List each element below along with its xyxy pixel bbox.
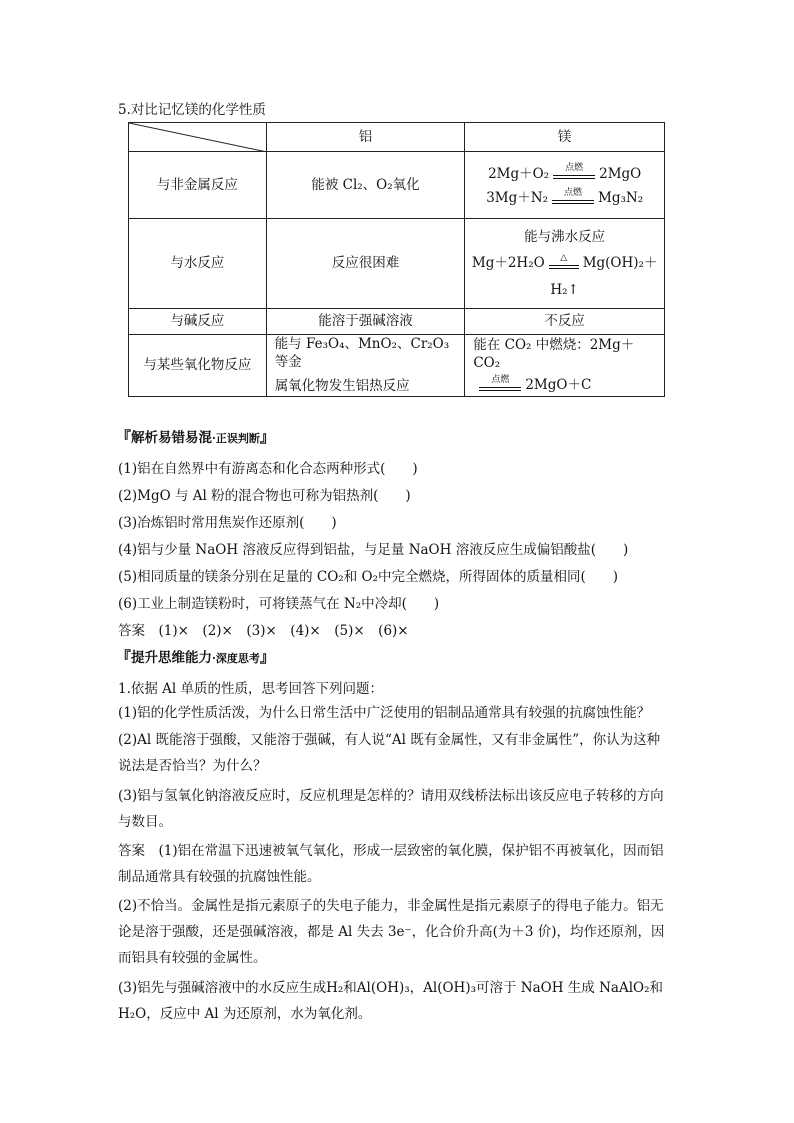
section-title-text: 解析易错易混 (131, 430, 213, 446)
answer-line: 答案 (1)× (2)× (3)× (4)× (5)× (6)× (118, 623, 409, 639)
judgment-item: (6)工业上制造镁粉时，可将镁蒸气在 N₂中冷却( ) (118, 596, 440, 612)
section-heading: 5.对比记忆镁的化学性质 (118, 102, 266, 118)
bracket-open: 『 (116, 428, 132, 446)
mg-base-cell: 不反应 (465, 309, 665, 335)
comparison-table (128, 122, 665, 397)
answer-3: (3)铝先与强碱溶液中的水反应生成H₂和Al(OH)₃，Al(OH)₃可溶于 NaOH 生成 NaAlO₂和 H₂O，反应中 Al 为还原剂，水为氧化剂。 (118, 980, 663, 1022)
question-3: (3)铝与氢氧化钠溶液反应时，反应机理是怎样的？请用双线桥法标出该反应电子转移的方向与数目。 (118, 788, 664, 830)
reaction-arrow: △ (549, 256, 579, 272)
section-subtitle: ·正误判断 (212, 432, 260, 445)
question-2: (2)Al 既能溶于强酸，又能溶于强碱，有人说“Al 既有金属性，又有非金属性”，你认为这种说法是否恰当？为什么？ (118, 732, 661, 774)
mg-water-line1: 能与沸水反应 (524, 229, 606, 246)
mg-nonmetal-cell (465, 152, 665, 219)
question-1: (1)铝的化学性质活泼，为什么日常生活中广泛使用的铝制品通常具有较强的抗腐蚀性能？ (118, 705, 651, 721)
judgment-item: (2)MgO 与 Al 粉的混合物也可称为铝热剂( ) (118, 488, 411, 504)
row-label-nonmetal: 与非金属反应 (129, 152, 267, 219)
equation-left: 2Mg＋O₂ (488, 165, 550, 182)
header-magnesium: 镁 (465, 123, 665, 152)
section-title-text: 提升思维能力 (131, 650, 213, 666)
mg-water-cell (465, 219, 665, 309)
diagonal-line (129, 123, 266, 152)
question-intro: 1.依据 Al 单质的性质，思考回答下列问题： (118, 681, 384, 697)
bracket-close: 』 (259, 428, 275, 446)
section-title-errors (116, 426, 275, 447)
bracket-close: 』 (259, 648, 275, 666)
row-label-oxide: 与某些氧化物反应 (129, 335, 267, 397)
judgment-item: (3)冶炼铝时常用焦炭作还原剂( ) (118, 515, 337, 531)
reaction-arrow: 点燃 (552, 191, 594, 207)
section-subtitle: ·深度思考 (212, 652, 260, 665)
equation-left: Mg＋2H₂O (471, 255, 545, 272)
reaction-arrow: 点燃 (553, 166, 595, 182)
equation-right: Mg₃N₂ (598, 190, 644, 206)
row-label-water: 与水反应 (129, 219, 267, 309)
al-oxide-line1: 能与 Fe₃O₄、MnO₂、Cr₂O₃ 等金 (274, 336, 450, 371)
row-label-base: 与碱反应 (129, 309, 267, 335)
reaction-arrow: 点燃 (479, 378, 521, 394)
al-oxide-cell (266, 335, 465, 397)
equation-right: 2MgO (599, 165, 642, 182)
al-water-cell: 反应很困难 (266, 219, 465, 309)
table-corner-cell (129, 123, 267, 152)
judgment-item: (1)铝在自然界中有游离态和化合态两种形式( ) (118, 461, 418, 477)
mg-oxide-cell (465, 335, 665, 397)
answer-1: 答案 (1)铝在常温下迅速被氧气氧化，形成一层致密的氧化膜，保护铝不再被氧化，因而铝制品通常具有较强的抗腐蚀性能。 (118, 843, 664, 885)
equation-right: 2MgO＋C (525, 377, 592, 394)
al-nonmetal-cell: 能被 Cl₂、O₂氧化 (266, 152, 465, 219)
mg-oxide-line1: 能在 CO₂ 中燃烧：2Mg＋CO₂ (473, 337, 635, 372)
al-base-cell: 能溶于强碱溶液 (266, 309, 465, 335)
answer-2: (2)不恰当。金属性是指元素原子的失电子能力，非金属性是指元素原子的得电子能力。铝无论是溶于强酸，还是强碱溶液，都是 Al 失去 3e⁻，化合价升高(为＋3 价)，均作还原剂，因而铝具有较强的金属性。 (118, 898, 665, 966)
judgment-item: (5)相同质量的镁条分别在足量的 CO₂和 O₂中完全燃烧，所得固体的质量相同( ) (118, 569, 619, 585)
al-oxide-line2: 属氧化物发生铝热反应 (274, 378, 410, 395)
judgment-item: (4)铝与少量 NaOH 溶液反应得到铝盐，与足量 NaOH 溶液反应生成偏铝酸盐( ) (118, 542, 629, 558)
bracket-open: 『 (116, 648, 132, 666)
header-aluminum: 铝 (266, 123, 465, 152)
equation-right: Mg(OH)₂＋ (582, 255, 658, 272)
mg-water-line3: H₂↑ (550, 281, 579, 298)
section-title-thinking (116, 646, 275, 667)
equation-left: 3Mg＋N₂ (486, 190, 548, 206)
